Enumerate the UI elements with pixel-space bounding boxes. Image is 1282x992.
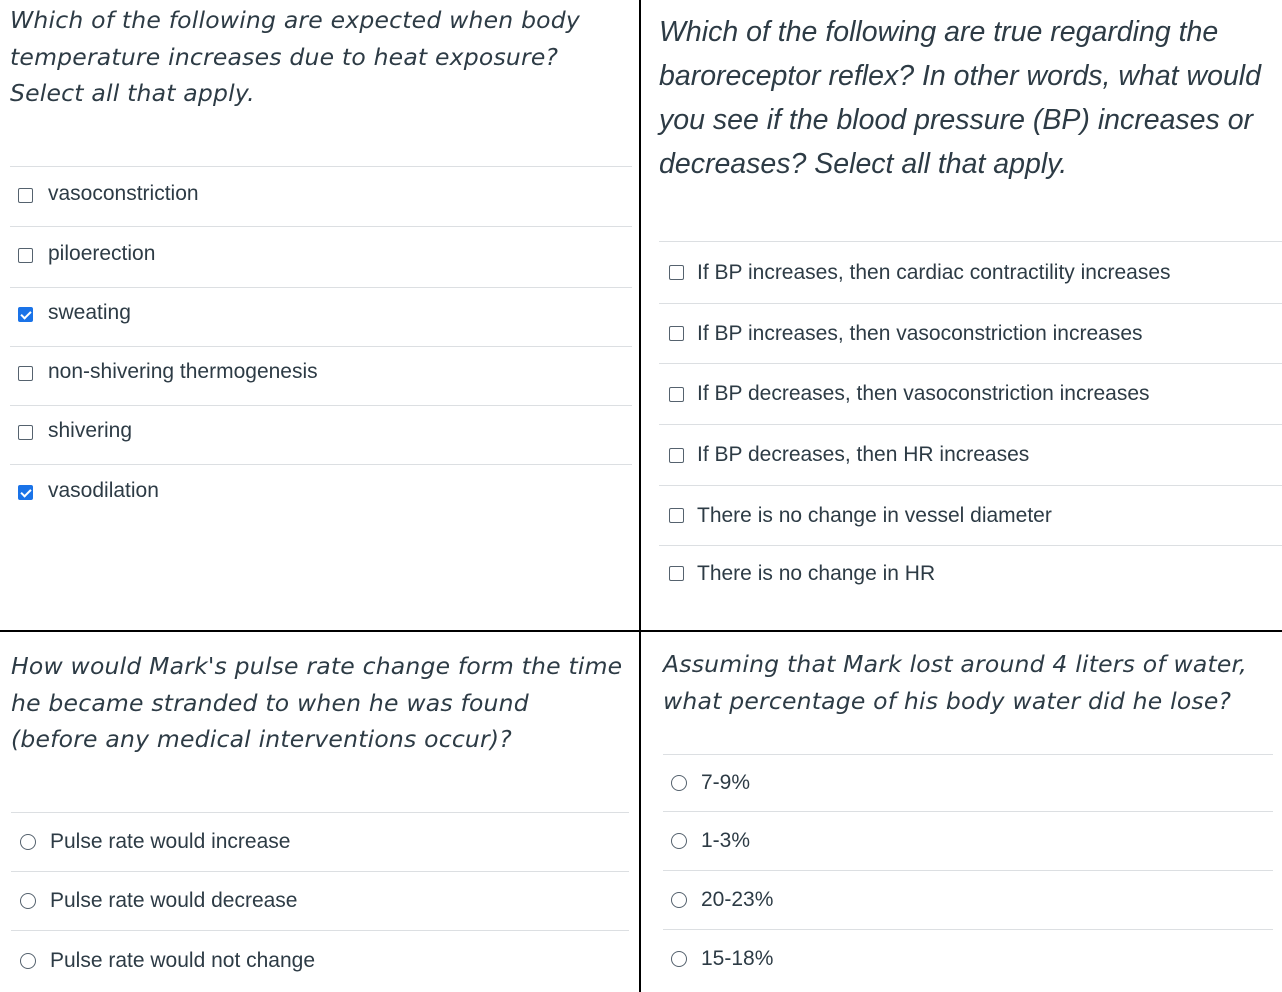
- checkbox[interactable]: [669, 387, 684, 402]
- option-pulse-increase[interactable]: [11, 812, 629, 871]
- option-label: 1-3%: [701, 829, 751, 852]
- option-1-3-percent[interactable]: [663, 811, 1273, 870]
- question-1: [10, 2, 622, 112]
- checkbox[interactable]: [669, 508, 684, 523]
- vertical-divider: [639, 0, 641, 992]
- checkbox[interactable]: [18, 425, 33, 440]
- option-7-9-percent[interactable]: [663, 754, 1273, 811]
- horizontal-divider: [0, 630, 1282, 632]
- question-2: [659, 10, 1274, 186]
- option-label: piloerection: [48, 242, 156, 265]
- option-non-shivering-thermogenesis[interactable]: [10, 346, 632, 405]
- option-label: If BP increases, then vasoconstriction increases: [697, 321, 1143, 345]
- option-label: non-shivering thermogenesis: [48, 360, 318, 383]
- checkbox[interactable]: [18, 366, 33, 381]
- radio-button[interactable]: [671, 892, 687, 908]
- checkbox[interactable]: [669, 448, 684, 463]
- checkbox[interactable]: [669, 566, 684, 581]
- question-1-text: Which of the following are expected when body temperature increases due to heat exposure? Select all that apply.: [10, 6, 580, 107]
- option-label: There is no change in HR: [697, 561, 936, 585]
- question-3: [11, 648, 623, 758]
- option-piloerection[interactable]: [10, 226, 632, 287]
- question-2-text: Which of the following are true regarding the baroreceptor reflex? In other words, what would you see if the blood pressure (BP) increases or decreases? Select all that apply.: [659, 16, 1261, 180]
- checkbox-checked[interactable]: [18, 485, 33, 500]
- question-1-options: [10, 166, 632, 524]
- option-no-change-hr[interactable]: [659, 545, 1282, 601]
- option-no-change-vessel-diameter[interactable]: [659, 485, 1282, 545]
- option-bp-increase-vasoconstriction[interactable]: [659, 303, 1282, 363]
- option-vasoconstriction[interactable]: [10, 166, 632, 226]
- option-label: shivering: [48, 419, 133, 442]
- checkbox[interactable]: [669, 326, 684, 341]
- question-4-text: Assuming that Mark lost around 4 liters of water, what percentage of his body water did he lose?: [663, 650, 1247, 715]
- checkbox[interactable]: [669, 265, 684, 280]
- option-label: Pulse rate would not change: [50, 948, 316, 972]
- option-bp-increase-contractility[interactable]: [659, 241, 1282, 303]
- radio-button[interactable]: [671, 951, 687, 967]
- option-label: If BP increases, then cardiac contractility increases: [697, 260, 1171, 284]
- checkbox[interactable]: [18, 188, 33, 203]
- option-pulse-no-change[interactable]: [11, 930, 629, 990]
- option-label: Pulse rate would increase: [50, 830, 291, 853]
- option-label: vasodilation: [48, 479, 159, 502]
- question-4: [663, 646, 1275, 719]
- question-3-text: How would Mark's pulse rate change form the time he became stranded to when he was found (before any medical interventions occur)?: [11, 652, 623, 753]
- option-label: If BP decreases, then HR increases: [697, 443, 1030, 466]
- option-bp-decrease-hr[interactable]: [659, 424, 1282, 485]
- question-4-options: [663, 754, 1273, 987]
- option-label: There is no change in vessel diameter: [697, 503, 1052, 527]
- option-bp-decrease-vasoconstriction[interactable]: [659, 363, 1282, 424]
- checkbox[interactable]: [18, 248, 33, 263]
- option-label: 7-9%: [701, 771, 751, 794]
- radio-button[interactable]: [671, 775, 687, 791]
- radio-button[interactable]: [20, 893, 36, 909]
- question-3-options: [11, 812, 629, 990]
- checkbox-checked[interactable]: [18, 307, 33, 322]
- option-pulse-decrease[interactable]: [11, 871, 629, 930]
- option-label: If BP decreases, then vasoconstriction increases: [697, 382, 1150, 405]
- option-label: 20-23%: [701, 888, 774, 911]
- option-label: sweating: [48, 301, 131, 324]
- option-20-23-percent[interactable]: [663, 870, 1273, 929]
- option-vasodilation[interactable]: [10, 464, 632, 524]
- option-sweating[interactable]: [10, 287, 632, 346]
- option-label: Pulse rate would decrease: [50, 889, 298, 912]
- option-15-18-percent[interactable]: [663, 929, 1273, 987]
- option-label: vasoconstriction: [48, 182, 199, 205]
- radio-button[interactable]: [20, 953, 36, 969]
- option-label: 15-18%: [701, 946, 774, 970]
- radio-button[interactable]: [20, 834, 36, 850]
- radio-button[interactable]: [671, 833, 687, 849]
- question-2-options: [659, 241, 1282, 601]
- option-shivering[interactable]: [10, 405, 632, 464]
